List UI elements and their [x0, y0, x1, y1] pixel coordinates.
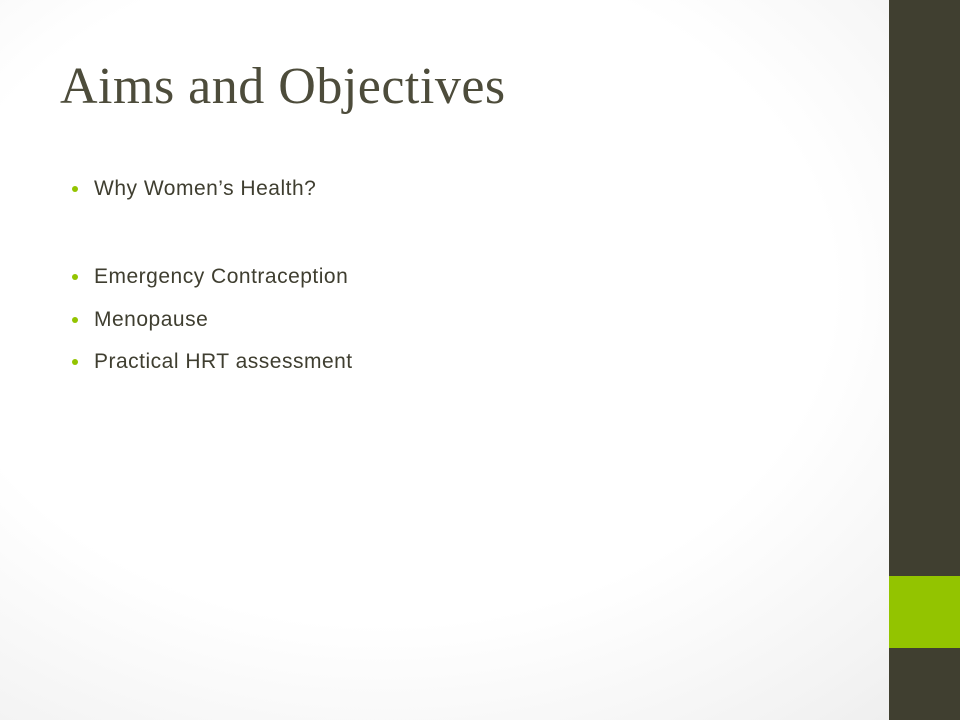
bullet-item [72, 345, 353, 379]
bullet-text: Emergency Contraception [94, 265, 349, 288]
bullet-dot-icon [72, 186, 78, 192]
bullet-dot-icon [72, 359, 78, 365]
side-accent-block [889, 576, 960, 648]
bullet-item [72, 303, 208, 337]
slide-title: Aims and Objectives [60, 58, 506, 115]
bullet-text: Practical HRT assessment [94, 350, 353, 373]
bullet-item [72, 260, 348, 294]
bullet-item [72, 172, 316, 206]
bullet-dot-icon [72, 317, 78, 323]
bullet-text: Menopause [94, 308, 209, 331]
bullet-dot-icon [72, 274, 78, 280]
bullet-text: Why Women’s Health? [94, 177, 317, 200]
